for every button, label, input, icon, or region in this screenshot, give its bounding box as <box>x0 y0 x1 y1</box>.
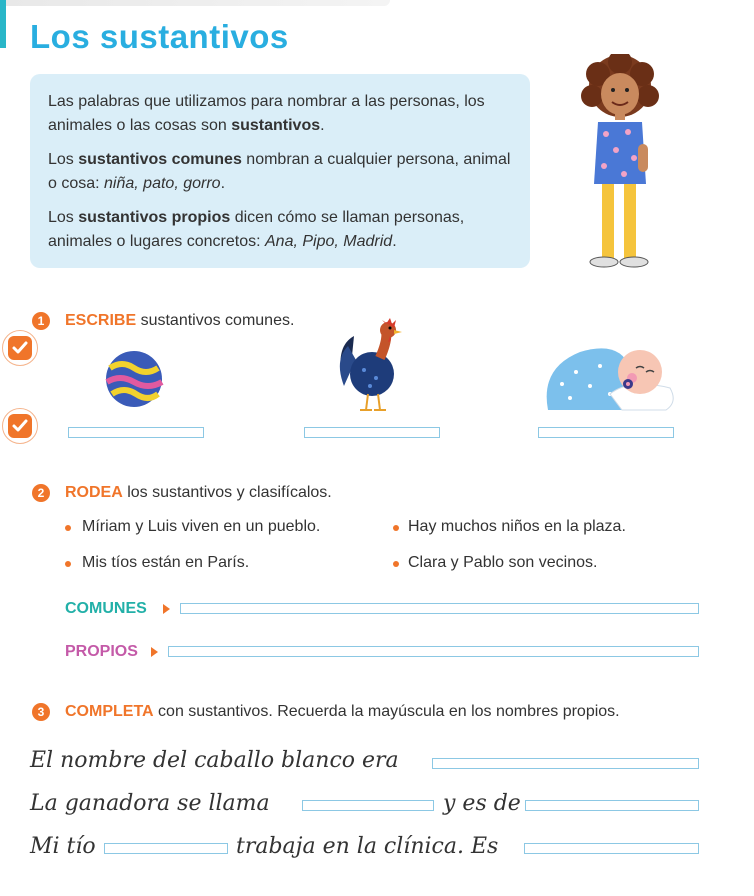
cursive-line-3a: Mi tío <box>30 834 96 859</box>
arrow-right-icon <box>163 604 170 614</box>
exercise-2-number: 2 <box>32 484 50 502</box>
answer-line-rooster[interactable] <box>304 427 440 438</box>
bullet <box>65 525 71 531</box>
definition-paragraph-2: Los sustantivos comunes nombran a cualquier persona, animal o cosa: niña, pato, gorro. <box>48 151 511 192</box>
exercise-2-instruction: RODEA los sustantivos y clasifícalos. <box>65 484 332 501</box>
comunes-label: COMUNES <box>65 600 147 617</box>
answer-line-3-1[interactable] <box>432 758 699 769</box>
definition-paragraph-3: Los sustantivos propios dicen cómo se llaman personas, animales o lugares concretos: Ana, Pipo, Madrid. <box>48 209 465 250</box>
check-button-2[interactable] <box>2 408 38 444</box>
arrow-right-icon <box>151 647 158 657</box>
cursive-line-2a: La ganadora se llama <box>30 791 270 816</box>
sentence-2[interactable]: Hay muchos niños en la plaza. <box>408 518 626 535</box>
page-title: Los sustantivos <box>30 18 289 55</box>
sentence-3[interactable]: Mis tíos están en París. <box>82 554 250 571</box>
bullet <box>65 561 71 567</box>
sleeping-baby-icon <box>540 338 680 412</box>
bullet <box>393 561 399 567</box>
definition-paragraph-1: Las palabras que utilizamos para nombrar a las personas, los animales o las cosas son sustantivos. <box>48 93 485 134</box>
definition-box <box>30 74 530 268</box>
top-decoration <box>0 0 390 6</box>
sentence-1[interactable]: Míriam y Luis viven en un pueblo. <box>82 518 321 535</box>
answer-line-baby[interactable] <box>538 427 674 438</box>
answer-line-3-3b[interactable] <box>524 843 699 854</box>
cursive-line-2b: y es de <box>443 791 521 816</box>
answer-line-3-3a[interactable] <box>104 843 228 854</box>
answer-line-3-2a[interactable] <box>302 800 434 811</box>
ball-icon <box>104 348 164 410</box>
cursive-line-1: El nombre del caballo blanco era <box>30 748 399 773</box>
answer-line-ball[interactable] <box>68 427 204 438</box>
girl-illustration <box>570 54 670 274</box>
rooster-icon <box>334 316 406 414</box>
exercise-1-instruction: ESCRIBE sustantivos comunes. <box>65 312 295 329</box>
answer-line-3-2b[interactable] <box>525 800 699 811</box>
exercise-3-instruction: COMPLETA con sustantivos. Recuerda la mayúscula en los nombres propios. <box>65 703 620 720</box>
sidebar-accent <box>0 0 6 48</box>
sentence-4[interactable]: Clara y Pablo son vecinos. <box>408 554 598 571</box>
exercise-1-number: 1 <box>32 312 50 330</box>
check-icon <box>8 414 32 438</box>
propios-label: PROPIOS <box>65 643 138 660</box>
answer-line-propios[interactable] <box>168 646 699 657</box>
check-icon <box>8 336 32 360</box>
check-button-1[interactable] <box>2 330 38 366</box>
exercise-3-number: 3 <box>32 703 50 721</box>
cursive-line-3b: trabaja en la clínica. Es <box>236 834 499 859</box>
answer-line-comunes[interactable] <box>180 603 699 614</box>
bullet <box>393 525 399 531</box>
